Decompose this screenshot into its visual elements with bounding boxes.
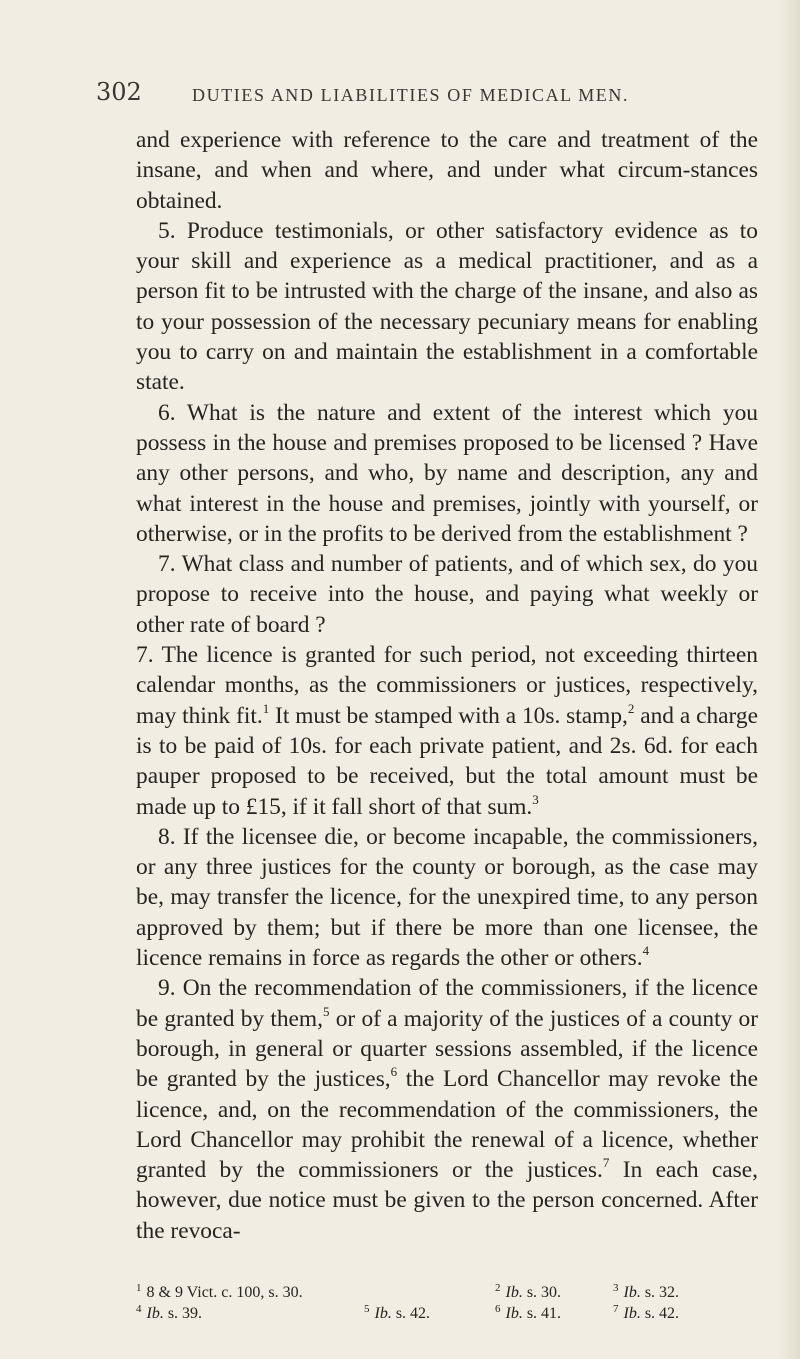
footnote-ref-4: 4 <box>642 943 650 959</box>
body-text <box>136 125 758 1246</box>
footnote: $^6$ Ib. s. 41. <box>495 1302 562 1322</box>
footnote: $^5$ Ib. s. 42. <box>364 1302 431 1322</box>
paragraph-continued: and experience with reference to the care and treatment of the insane, and when and where, and under what circum-stances obtained. <box>136 127 758 214</box>
paragraph-8: 8. If the licensee die, or become incapable, the commissioners, or any three justices for the county or borough, as the case may be, may transfer the licence, for the unexpired time, to any person approved by them; but if there be more than one licensee, the licence remains in force as regards the other or others.$^4$ <box>136 823 758 972</box>
page-number: 302 <box>96 78 142 106</box>
page-edge-shadow <box>778 0 800 1359</box>
footnote-row <box>136 1303 776 1324</box>
footnote: $^7$ Ib. s. 42. <box>613 1302 680 1322</box>
footnote-ref-7: 7 <box>602 1155 610 1171</box>
footnote-ref-3: 3 <box>532 791 539 807</box>
footnote-ref-1: 1 <box>262 700 270 716</box>
footnotes <box>136 1282 776 1324</box>
footnote: $^4$ Ib. s. 39. <box>136 1302 203 1322</box>
footnote-ref-6: 6 <box>390 1064 398 1080</box>
footnote: $^1$ 8 & 9 Vict. c. 100, s. 30. <box>136 1281 303 1301</box>
footnote-ref-2: 2 <box>627 700 635 716</box>
running-head: DUTIES AND LIABILITIES OF MEDICAL MEN. <box>192 85 630 105</box>
footnote: $^3$ Ib. s. 32. <box>613 1281 680 1301</box>
page-header <box>0 78 800 112</box>
footnote-row <box>136 1282 776 1303</box>
question-5: 5. Produce testimonials, or other satisfactory evidence as to your skill and experience as a medical practitioner, and as a person fit to be intrusted with the charge of the insane, and also as to your possession of the necessary pecuniary means for enabling you to carry on and maintain the establishment in a comfortable state. <box>136 217 758 396</box>
paragraph-7: 7. The licence is granted for such period, not exceeding thirteen calendar months, as the commissioners or justices, respectively, may think fit.$^1$ It must be stamped with a 10s. stamp,$^2$ and a charge is to be paid of 10s. for each private patient, and 2s. 6d. for each pauper proposed to be received, but the total amount must be made up to £15, if it fall short of that sum.$^3$ <box>136 642 758 820</box>
question-7: 7. What class and number of patients, and of which sex, do you propose to receive into the house, and paying what weekly or other rate of board ? <box>136 551 758 638</box>
question-6: 6. What is the nature and extent of the interest which you possess in the house and premises proposed to be licensed ? Have any other persons, and who, by name and description, any and what interest in the house and premises, jointly with yourself, or otherwise, or in the profits to be derived from the establishment ? <box>136 399 758 547</box>
footnote-ref-5: 5 <box>322 1003 330 1019</box>
paragraph-9: 9. On the recommendation of the commissioners, if the licence be granted by them,$^5$ or of a majority of the justices of a county or borough, in general or quarter sessions assembled, if the licence be granted by the justices,$^6$ the Lord Chancellor may revoke the licence, and, on the recommendation of the commissioners, the Lord Chancellor may prohibit the renewal of a licence, whether granted by the commissioners or the justices.$^7$ In each case, however, due notice must be given to the person concerned. After the revoca- <box>136 975 759 1244</box>
footnote: $^2$ Ib. s. 30. <box>495 1281 562 1301</box>
